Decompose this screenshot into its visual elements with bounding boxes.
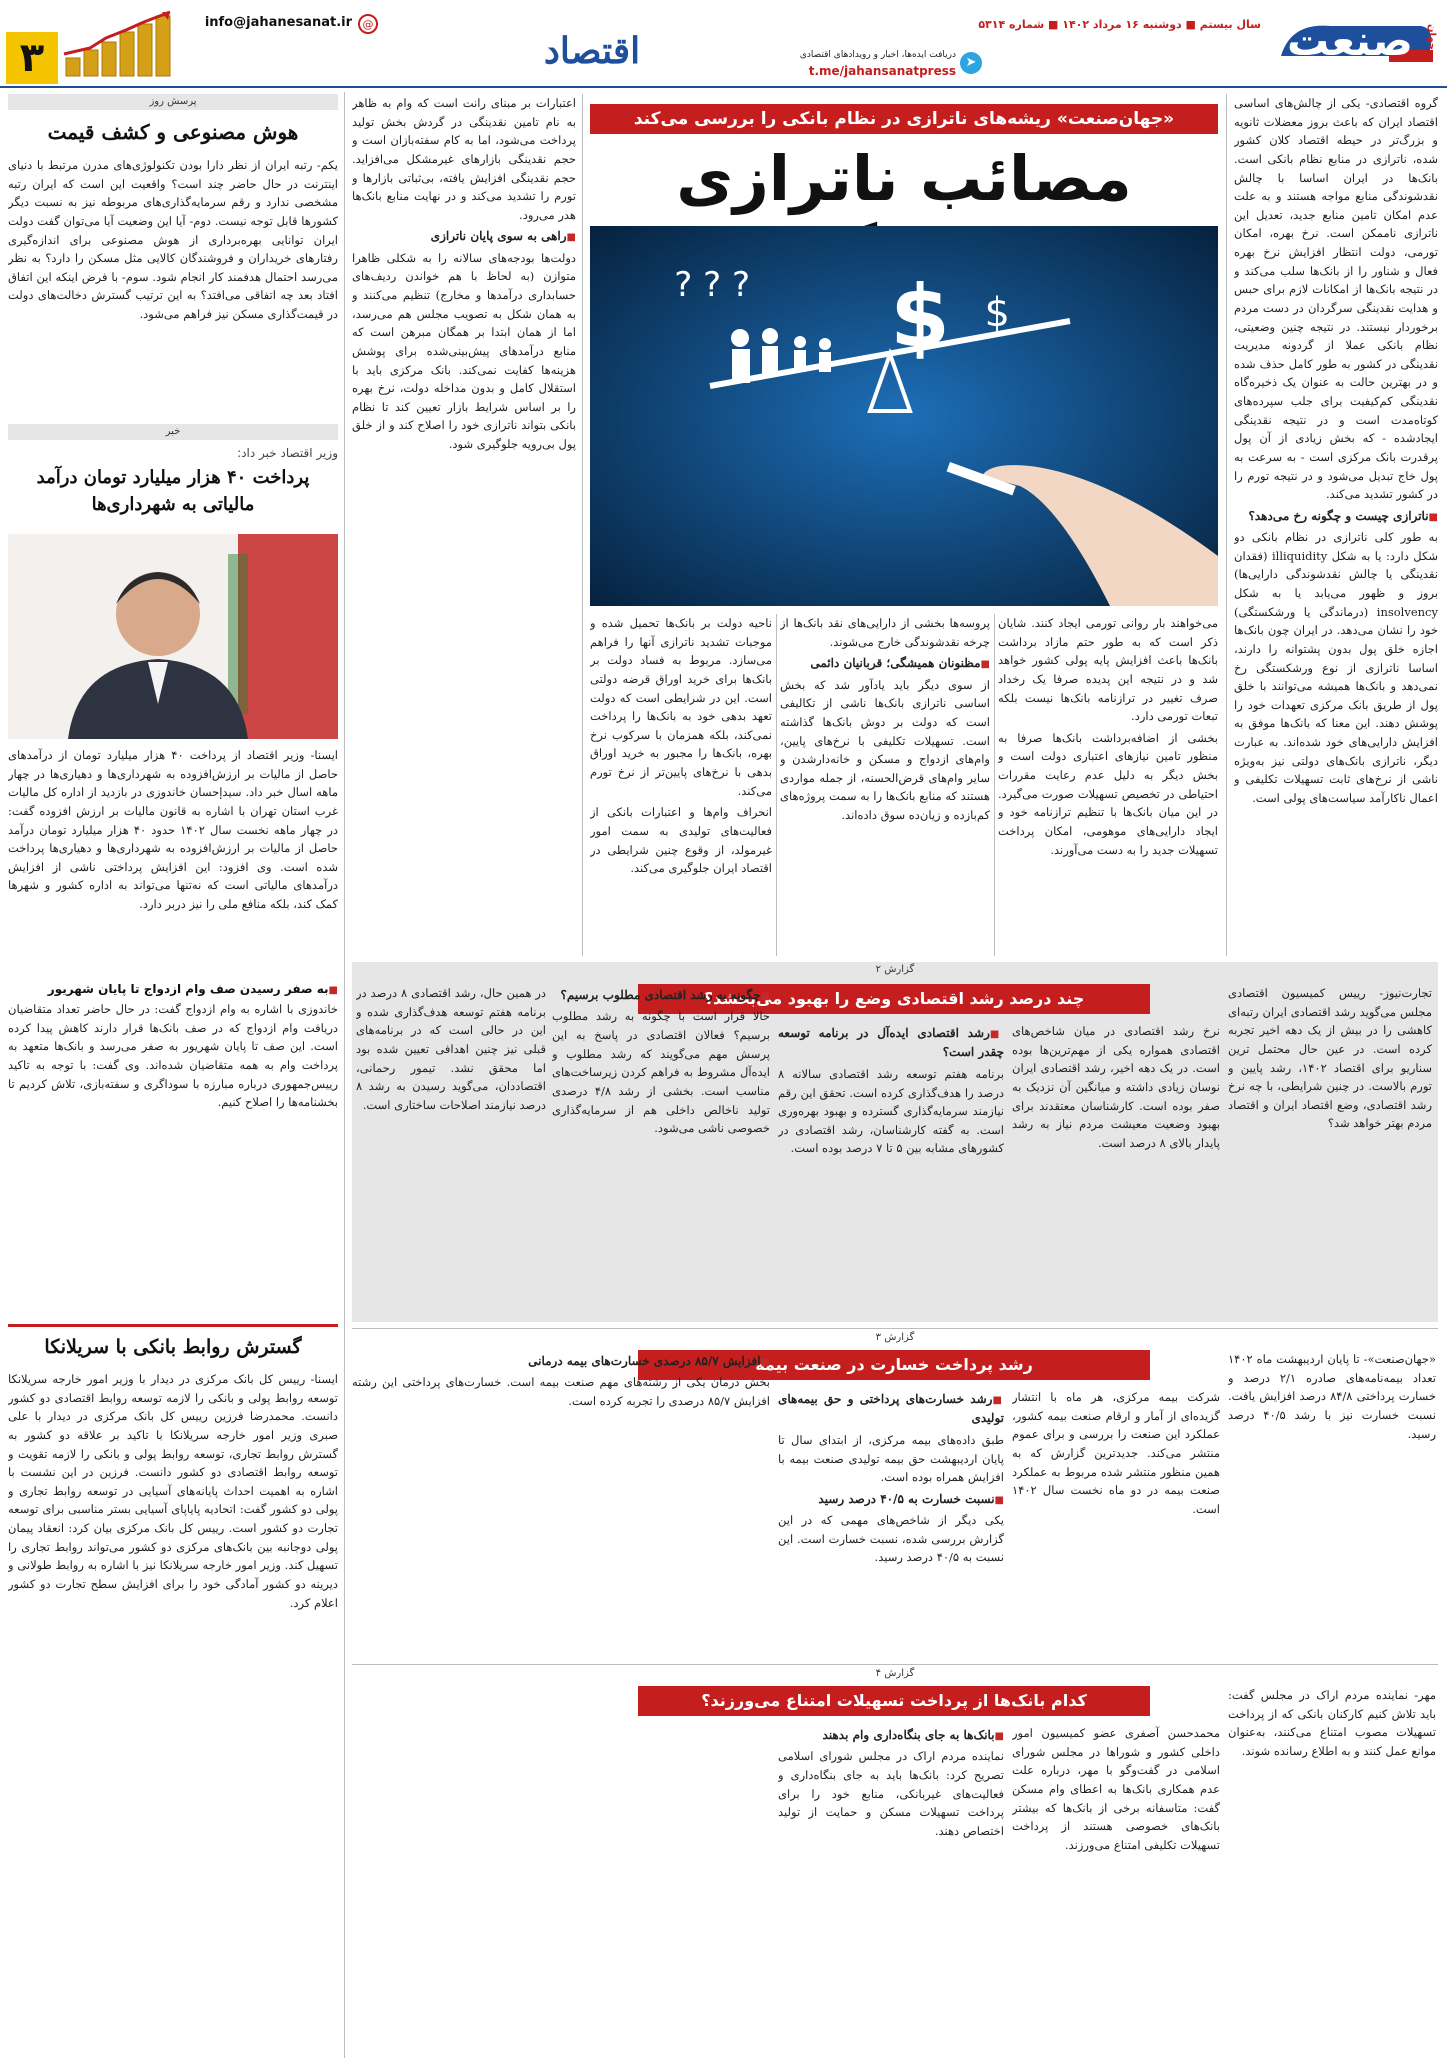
report-4-col-c — [778, 1724, 1004, 2056]
telegram-icon: ➤ — [960, 52, 982, 74]
report-3-tag: گزارش ۳ — [875, 1332, 915, 1343]
opinion-tag: پرسش روز — [8, 94, 338, 110]
subheading: ■ راهی به سوی پایان ناترازی — [352, 227, 576, 246]
opinion-text: یکم- رتبه ایران از نظر دارا بودن تکنولوژی‌های مدرن مرتبط با دنیای اینترنت در حال حاضر چند است؟ واقعیت این است که ایران رتبه مشخصی ندارد و رقم سرمایه‌گذاری‌های مربوطه نیز به نسبت دیگر کشورها قابل توجه نیست. دوم- آیا این وضعیت آیا می‌توان گفت دولت ایران توانایی بهره‌برداری از هوش مصنوعی برای اندازه‌گیری رفتارهای خریداران و فروشندگان کالایی مثل مسکن را دارد؟ به نظر می‌رسد احتمال هدفمند کار انجام شود. سوم- با فرض اینکه این اتفاق افتاد بعد چه اتفاقی می‌افتد؟ به این ترتیب گسترش دخالت‌های دولت در قیمت‌گذاری مسکن نیز فراهم می‌شود. — [8, 158, 338, 321]
report-2-col-e: در همین حال، رشد اقتصادی ۸ درصد در برنامه هفتم توسعه هدف‌گذاری شده و این در حالی است که در برنامه‌های قبلی نیز چنین اهدافی تعیین شده بود اما محقق نشد. تیمور رحمانی، اقتصاددان، می‌گوید رسیدن به رشد ۸ درصد نیازمند اصلاحات ساختاری است. — [356, 986, 546, 1112]
report-paragraph: نماینده مردم اراک در مجلس شورای اسلامی تصریح کرد: بانک‌ها باید به جای بنگاه‌داری و فعالیت‌های غیربانکی، منابع خود را برای پرداخت تسهیلات مسکن و حمایت از تولید اختصاص دهند. — [778, 1749, 1004, 1838]
report-paragraph: طبق داده‌های بیمه مرکزی، از ابتدای سال تا پایان اردیبهشت حق بیمه تولیدی صنعت بیمه با افزایش همراه بوده است. — [778, 1432, 1004, 1485]
report-3-col-c — [778, 1388, 1004, 1654]
lead-kicker: «جهان‌صنعت» ریشه‌های ناترازی در نظام بانکی را بررسی می‌کند — [590, 104, 1218, 134]
report-subheading: ■ بانک‌ها به جای بنگاه‌داری وام بدهند — [778, 1726, 1004, 1745]
paragraph: به طور کلی ناترازی در نظام بانکی دو شکل دارد: یا به شکل illiquidity (فقدان نقدینگی یا چالش نقدشوندگی دارایی‌ها) بروز و ظهور می‌یابد یا به شکل insolvency (درماندگی یا ورشکستگی) خود را نشان می‌دهد. در ایران چون بانک‌ها اجازه خلق پول بدون پشتوانه را دارند، اساسا ناترازی از نوع ورشکستگی رخ نمی‌دهد و بانک‌ها همیشه می‌توانند با خلق پول از طریق بانک مرکزی تعهدات خود را پوشش دهند. این معنا که بانک‌ها موفق به افزایش دارایی‌های خود شده‌اند. به عبارت دیگر، ناترازی بانک‌های دولتی نیز به‌ویژه ناشی از نرخ‌های ثابت تسهیلات تکلیفی و اعمال ناکارآمد سیاست‌های پولی است. — [1234, 530, 1438, 805]
paragraph: اعتبارات بر مبنای رانت است که وام به ظاهر به نام تامین نقدینگی در گردش بخش تولید پرداخت می‌شود، اما به کام سفته‌بازان است و حجم نقدینگی بازارهای غیرمشکل می‌افزاید. حجم نقدینگی افزایش یافته، بی‌ثباتی بازارها و تورم را تشدید می‌کند و در نهایت منابع بانک‌ها هدر می‌رود. — [352, 96, 576, 222]
report-4-col-a: مهر- نماینده مردم اراک در مجلس گفت: باید تلاش کنیم کارکنان بانکی که از پرداخت تسهیلات مصوب امتناع می‌کنند، به‌عنوان موانع عمل کنند و به اطلاع رسانده شوند. — [1228, 1688, 1436, 1758]
lead-col-4 — [590, 614, 772, 956]
page-number: ۳ — [6, 32, 58, 84]
email-address[interactable]: info@jahanesanat.ir — [204, 15, 352, 30]
email-block — [178, 14, 378, 34]
telegram-promo — [799, 50, 982, 84]
report-paragraph: بخش درمان یکی از رشته‌های مهم صنعت بیمه است. خسارت‌های پرداختی این رشته افزایش ۸۵/۷ درصدی را تجربه کرده است. — [352, 1375, 770, 1409]
paragraph: می‌خواهند بار روانی تورمی ایجاد کنند. شایان ذکر است که به طور حتم مازاد برداشت بانک‌ها باعث افزایش پایه پولی کشور خواهد شد و در نتیجه این پدیده صرفا یک رخداد صرف تغییر در ترازنامه بانک‌ها نیست بلکه تبعات تورمی دارد. — [998, 616, 1218, 724]
paragraph: انحراف وام‌ها و اعتبارات بانکی از فعالیت‌های تولیدی به سمت امور غیرمولد، از وقوع چنین شرایطی در اقتصاد ایران جلوگیری می‌کند. — [590, 805, 772, 876]
news-text-2: خاندوزی با اشاره به وام ازدواج گفت: در حال حاضر تعداد متقاضیان دریافت وام ازدواج که در صف بانک‌ها قرار دارند کاهش پیدا کرده است. این صف تا پایان شهریور به صفر می‌رسد و بانک‌ها متعهد به پرداخت وام به همه متقاضیان شده‌اند. وی گفت: با توجه به تاکید رییس‌جمهوری درباره مبارزه با سوداگری و سفته‌بازی، تلاش کردیم تا بخشنامه‌ها را اصلاح کنیم. — [8, 1002, 338, 1110]
report-2-tag: گزارش ۲ — [875, 964, 915, 975]
report-2-col-c — [778, 1022, 1004, 1316]
news-block — [8, 424, 338, 1294]
opinion-block — [8, 94, 338, 416]
lead-col-3 — [780, 614, 990, 956]
paragraph: از سوی دیگر باید یادآور شد که بخش اساسی ناترازی بانک‌ها ناشی از تکالیفی است که دولت بر دوش بانک‌ها گذاشته است. تسهیلات تکلیفی با نرخ‌های پایین، وام‌های ازدواج و مسکن و خانه‌دارشدن و سایر وام‌های قرض‌الحسنه، از جمله مواردی هستند که منابع بانک‌ها را به سمت پروژه‌های کم‌بازده و زیان‌ده سوق داده‌اند. — [780, 677, 990, 823]
section-title: اقتصاد — [543, 30, 641, 72]
report-3-col-a: «جهان‌صنعت»- تا پایان اردیبهشت ماه ۱۴۰۲ تعداد بیمه‌نامه‌های صادره ۲/۱ درصد و خسارت پرداختی ۸۴/۸ درصد افزایش یافت. نسبت خسارت نیز با رشد ۴۰/۵ درصد رسید. — [1228, 1352, 1436, 1441]
minister-photo — [8, 534, 338, 739]
paragraph: بخشی از اضافه‌برداشت بانک‌ها صرفا به منظور تامین نیازهای اعتباری دولت است و بخش دیگر به دلیل عدم رعایت مقررات احتیاطی در تخصیص تسهیلات صورت می‌گیرد. در این میان بانک‌ها با تنظیم ترازنامه خود و ایجاد دارایی‌های موهومی، امکان پرداخت تسهیلات جدید را به دست می‌آورند. — [998, 730, 1218, 857]
masthead — [0, 0, 1447, 86]
paragraph: دولت‌ها بودجه‌های سالانه را به شکلی ظاهرا متوازن (به لحاظ با هم خواندن ردیف‌های حسابداری درآمدها و مخارج) تنظیم می‌کنند و به همان شکل به تصویب مجلس هم می‌رسد، اما از همان ابتدا بر همگان مبرهن است که منابع درآمدهای پیش‌بینی‌شده برای پوشش هزینه‌ها کفایت نمی‌کند. بانک مرکزی باید با استقلال کامل و بدون مداخله دولت، نرخ بهره را بر اساس شرایط بازار تعیین کند تا نظام بانکی بتواند ناترازی خود را اصلاح کند و از خلق پول بی‌رویه جلوگیری شود. — [352, 250, 576, 452]
sri-lanka-block — [8, 1324, 338, 2059]
news-subheading: ■ به صفر رسیدن صف وام ازدواج تا پایان شهریور — [8, 982, 338, 996]
report-subheading: ■ چگونه به رشد اقتصادی مطلوب برسیم؟ — [552, 986, 770, 1005]
lead-col-right — [1234, 94, 1438, 956]
svg-text:$: $ — [890, 267, 950, 367]
report-3-col-b: شرکت بیمه مرکزی، هر ماه با انتشار گزیده‌ای از آمار و ارقام صنعت بیمه کشور، عملکرد این صنعت را بررسی و برای عموم منتشر می‌کند. جدیدترین گزارش که به همین منظور منتشر شده مربوط به عملکرد صنعت بیمه در دو ماه نخست سال ۱۴۰۲ است. — [1012, 1390, 1220, 1516]
report-4-tag: گزارش ۴ — [875, 1668, 915, 1679]
news-tag: خبر — [8, 424, 338, 440]
issue-info: سال بیستم ■ دوشنبه ۱۶ مرداد ۱۴۰۲ ■ شماره ۵۳۱۴ — [978, 18, 1261, 31]
subheading: ■ ناترازی چیست و چگونه رخ می‌دهد؟ — [1234, 507, 1438, 526]
news-title: پرداخت ۴۰ هزار میلیارد تومان درآمد مالیاتی به شهرداری‌ها — [36, 467, 310, 515]
report-3-headline: رشد پرداخت خسارت در صنعت بیمه — [638, 1350, 1150, 1380]
telegram-caption: دریافت ایده‌ها، اخبار و رویدادهای اقتصادی — [799, 50, 956, 60]
sri-lanka-text: ایسنا- رییس کل بانک مرکزی در دیدار با وزیر امور خارجه سریلانکا توسعه روابط پولی و بانکی را لازمه توسعه روابط اقتصادی دو کشور دانست. محمدرضا فرزین رییس کل بانک مرکزی در دیدار با علی صبری وزیر امور خارجه سریلانکا با تاکید بر علاقه دو کشور به گسترش روابط تجاری، توسعه روابط پولی و بانکی را لازمه تقویت و توسعه روابط اقتصادی دو کشور دانست. فرزین در این نشست با اشاره به اهمیت احداث پایانه‌های آسیایی در توسعه روابط تجاری و پولی دو کشور گفت: اتحادیه پایاپای آسیایی بستر مناسبی برای توسعه تجارت دو کشور است. رییس کل بانک مرکزی بیان کرد: انعقاد پیمان پولی دوجانبه بین بانک‌های مرکزی دو کشور می‌تواند روابط تجاری را تسهیل کند. وزیر امور خارجه سریلانکا نیز با اشاره به روابط طولانی و دیرینه دو کشور آمادگی خود را برای افزایش سطح تجارت دو کشور اعلام کرد. — [8, 1372, 338, 1610]
svg-text:$: $ — [984, 290, 1010, 336]
report-2-col-a: تجارت‌نیوز- رییس کمیسیون اقتصادی مجلس می‌گوید رشد اقتصادی ایران رتبه‌ای کاهشی را در بیش از یک دهه اخیر تجربه کرده است. در عین حال محتمل ترین سناریو برای اقتصاد ۱۴۰۲، رشد پایین و تورم بالاست. در چنین شرایطی، با چه نرخ رشد اقتصادی، وضع اقتصاد ایران و اقتصاد مردم بهتر خواهد شد؟ — [1228, 986, 1432, 1131]
report-2-col-d — [552, 984, 770, 1316]
news-kicker: وزیر اقتصاد خبر داد: — [237, 446, 338, 460]
report-paragraph: یکی دیگر از شاخص‌های مهمی که در این گزارش بررسی شده، نسبت خسارت است. این نسبت به ۴۰/۵ درصد رسید. — [778, 1513, 1004, 1565]
news-text: ایسنا- وزیر اقتصاد از پرداخت ۴۰ هزار میلیارد تومان از درآمدهای حاصل از مالیات بر ارزش‌افزوده به شهرداری‌ها و دهیاری‌ها در چهار ماهه اسال خبر داد. سیدإحسان خاندوزی در بازدید از اداره کل مالیات غرب استان تهران با اشاره به قانون مالیات بر ارزش افزوده گفت: در چهار ماهه نخست سال ۱۴۰۲ حدود ۴۰ هزار میلیارد تومان درآمد حاصل از مالیات بر ارزش‌افزوده به شهرداری‌ها و دهیاری‌ها پرداخت شده است. وی افزود: این افزایش پرداختی ناشی از افزایش درآمدهای مالیاتی است که نه‌تنها می‌تواند به اداره کشور و شهرها کمک کند، بلکه منافع ملی را نیز دربر دارد. — [8, 748, 338, 911]
email-icon: @ — [358, 14, 378, 34]
report-paragraph: برنامه هفتم توسعه رشد اقتصادی سالانه ۸ درصد را هدف‌گذاری کرده است. تحقق این رقم نیازمند سرمایه‌گذاری گسترده و بهبود بهره‌وری است. به گفته کارشناسان، رشد اقتصادی در کشورهای مشابه بین ۵ تا ۷ درصد بوده است. — [778, 1066, 1004, 1156]
sri-lanka-title: گسترش روابط بانکی با سریلانکا — [44, 1336, 302, 1358]
coin-chart-graphic — [60, 8, 178, 80]
newspaper-logo — [1271, 10, 1439, 76]
report-4-headline: کدام بانک‌ها از پرداخت تسهیلات امتناع می‌ورزند؟ — [638, 1686, 1150, 1716]
report-3 — [352, 1328, 1438, 1658]
report-4-col-b: محمدحسن آصفری عضو کمیسیون امور داخلی کشور و شوراها در مجلس شورای اسلامی در گفت‌وگو با مهر، درباره علت عدم همکاری بانک‌ها به اعطای وام مسکن گفت: متاسفانه برخی از بانک‌ها که بیشتر بانک‌های خصوصی هستند از پرداخت تسهیلات تکلیفی امتناع می‌ورزند. — [1012, 1726, 1220, 1852]
paragraph: ناحیه دولت بر بانک‌ها تحمیل شده و موجبات تشدید ناترازی آنها را فراهم می‌سازد. مربوط به فساد دولت بر بانک‌ها برای خرید اوراق قرضه دولتی است. این در شرایطی است که دولت تعهد بدهی خود به بانک‌ها را پرداخت نمی‌کند، بلکه همزمان با سرکوب نرخ بهره، بانک‌ها را مجبور به خرید اوراق بدهی با نرخ‌های پایین‌تر از نرخ تورم می‌کند. — [590, 616, 772, 798]
report-4 — [352, 1664, 1438, 2059]
report-2-headline: چند درصد رشد اقتصادی وضع را بهبود می‌بخشد؟ — [638, 984, 1150, 1014]
subheading: ■ مظنونان همیشگی؛ قربانیان دائمی — [780, 654, 990, 673]
seesaw-illustration — [590, 226, 1218, 606]
logo-text: صنعت — [1287, 16, 1413, 65]
lead-col-5 — [352, 94, 576, 956]
report-subheading: ■ نسبت خسارت به ۴۰/۵ درصد رسید — [778, 1490, 1004, 1509]
report-subheading: ■ رشد اقتصادی ایده‌آل در برنامه توسعه چقدر است؟ — [778, 1024, 1004, 1063]
paragraph: پروسه‌ها بخشی از دارایی‌های نقد بانک‌ها از چرخه نقدشوندگی خارج می‌شوند. — [780, 616, 990, 649]
lead-image — [590, 226, 1218, 606]
report-3-col-d — [352, 1350, 770, 1654]
opinion-title: هوش مصنوعی و کشف قیمت — [47, 120, 299, 144]
telegram-link[interactable]: t.me/jahansanatpress — [808, 64, 956, 78]
lead-headline: مصائب ناترازی — [676, 142, 1132, 215]
lead-col-2 — [998, 614, 1218, 956]
report-subheading: ■ رشد خسارت‌های پرداختی و حق بیمه‌های تولیدی — [778, 1390, 1004, 1429]
report-subheading: ■ افزایش ۸۵/۷ درصدی خسارت‌های بیمه درمانی — [352, 1352, 770, 1371]
paragraph: گروه اقتصادی- یکی از چالش‌های اساسی اقتصاد ایران که باعث بروز معضلات ثانویه و بزرگ‌تر در حیطه اقتصاد کلان کشور شده، ناترازی در منابع نظام بانکی است. بانک‌ها در ایران اساسا با چالش نقدشوندگی منابع مواجه هستند و به علت عدم امکان تامین منابع جدید، تعدیل این ناترازی ناممکن است. نرخ بهره، امکان تورمی، دولت انتظار افزایش نرخ بهره فعال و شناور را از بانک‌ها سلب می‌کند و در نتیجه بانک‌ها از امکانات لازم برای حبس و هدایت نقدینگی سرگردان در دست مردم برخوردار نیستند. در نتیجه چنین وضعیتی، نظام بانکی عملا از گردونه مدیریت نقدینگی در کشور به طور کامل حذف شده و در بهترین حالت به عنوان یک ذخیره‌گاه نقدینگی کم‌کیفیت برای جلب سپرده‌های کوتاه‌مدت است و در نتیجه نقدینگی ایجادشده - که بخش زیادی از آن پول پرقدرت بانک مرکزی است - به سرعت به پول خاج تبدیل می‌شود و در نتیجه تورم را در کشور تشدید می‌کند. — [1234, 96, 1438, 502]
report-paragraph: حالا قرار است با چگونه به رشد مطلوب برسیم؟ فعالان اقتصادی در پاسخ به این پرسش مهم می‌گویند که رشد مطلوب و ایده‌آل مشروط به فراهم کردن زیرساخت‌های مناسب است. بخشی از رشد ۴/۸ درصدی تولید ناخالص داخلی هم از سرمایه‌گذاری خصوصی ناشی می‌شود. — [552, 1009, 770, 1136]
svg-text:? ? ?: ? ? ? — [674, 265, 750, 305]
report-2-col-b: نرخ رشد اقتصادی در میان شاخص‌های اقتصادی همواره یکی از مهم‌ترین‌ها بوده است. در یک دهه اخیر، رشد اقتصادی ایران نوسان زیادی داشته و میانگین آن نزدیک به صفر بوده است. کارشناسان معتقدند برای بهبود وضعیت معیشت مردم نیاز به رشد پایدار بالای ۸ درصد است. — [1012, 1024, 1220, 1150]
logo-small-text: جهان — [1426, 24, 1437, 51]
report-2 — [352, 962, 1438, 1322]
